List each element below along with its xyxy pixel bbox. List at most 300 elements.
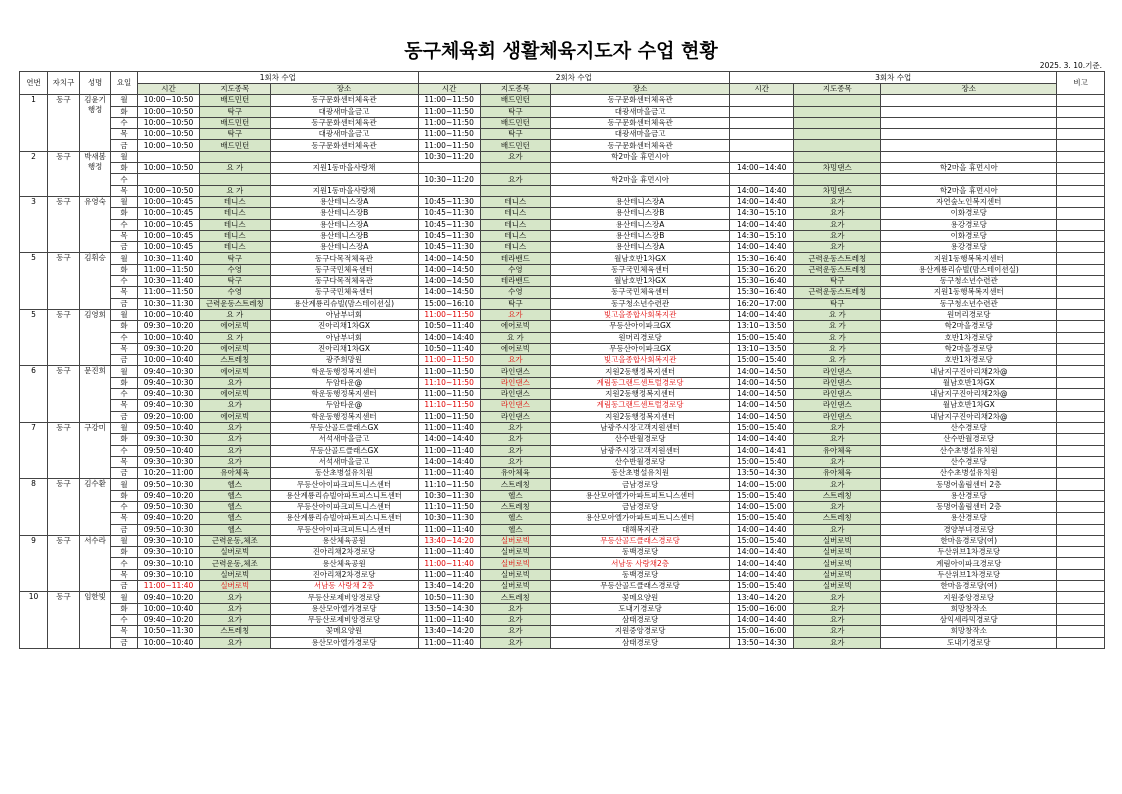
table-row (20, 230, 1105, 241)
day-cell: 화 (111, 106, 138, 117)
class-time: 10:00~10:45 (138, 196, 200, 207)
class-place: 이화경로당 (881, 230, 1057, 241)
class-place: 동구문화센터체육관 (270, 117, 418, 128)
class-time: 11:10~11:50 (418, 400, 480, 411)
class-place: 동구문화센터체육관 (270, 95, 418, 106)
class-time: 10:45~11:30 (418, 230, 480, 241)
table-row (20, 603, 1105, 614)
class-sport: 헬스 (480, 490, 550, 501)
class-sport: 요 가 (480, 332, 550, 343)
class-sport: 실버로빅 (794, 547, 881, 558)
class-sport: 요가 (794, 603, 881, 614)
page-title: 동구체육회 생활체육지도자 수업 현황 (404, 40, 718, 62)
class-place: 지원중앙경로당 (881, 592, 1057, 603)
class-sport (794, 129, 881, 140)
day-cell: 수 (111, 219, 138, 230)
schedule-body (20, 95, 1105, 649)
remarks-cell (1057, 332, 1105, 343)
class-sport: 근력운동,체조 (200, 535, 270, 546)
class-sport: 근력운동스트레칭 (794, 287, 881, 298)
table-row (20, 276, 1105, 287)
remarks-cell (1057, 400, 1105, 411)
day-cell: 수 (111, 174, 138, 185)
class-sport: 유아체육 (200, 468, 270, 479)
day-cell: 수 (111, 332, 138, 343)
class-place: 호반1차경로당 (881, 332, 1057, 343)
class-time: 11:00~11:40 (138, 581, 200, 592)
class-time: 10:00~10:40 (138, 355, 200, 366)
class-sport: 요가 (794, 196, 881, 207)
class-sport: 실버로빅 (480, 569, 550, 580)
day-cell: 목 (111, 569, 138, 580)
class-sport: 에어로빅 (200, 411, 270, 422)
class-time: 14:00~14:50 (418, 253, 480, 264)
class-sport: 유아체육 (480, 468, 550, 479)
class-sport: 실버로빅 (200, 547, 270, 558)
class-time: 13:40~14:20 (730, 592, 794, 603)
class-place: 동백경로당 (551, 569, 730, 580)
class-place: 서남동 사랑채 2층 (270, 581, 418, 592)
table-row (20, 422, 1105, 433)
class-sport: 테라밴드 (480, 276, 550, 287)
class-time: 09:30~10:10 (138, 535, 200, 546)
table-row (20, 163, 1105, 174)
class-time: 09:30~10:20 (138, 343, 200, 354)
class-place: 도내기경로당 (881, 637, 1057, 648)
class-sport: 요 가 (200, 185, 270, 196)
class-place: 한마음경로당(여) (881, 535, 1057, 546)
class-time: 15:00~15:40 (730, 513, 794, 524)
class-place: 무등산아이파크피트니스센터 (270, 501, 418, 512)
class-time: 10:45~11:30 (418, 196, 480, 207)
table-row (20, 445, 1105, 456)
instructor-number: 5 (20, 309, 48, 365)
class-time: 15:30~16:20 (730, 264, 794, 275)
class-place: 산수반월경로당 (551, 434, 730, 445)
class-time: 10:00~10:50 (138, 185, 200, 196)
day-cell: 월 (111, 366, 138, 377)
class-sport: 요가 (794, 422, 881, 433)
table-row (20, 208, 1105, 219)
class-place: 지원2동행정복지센터 (551, 366, 730, 377)
class-place (881, 95, 1057, 106)
class-time: 10:00~10:50 (138, 140, 200, 151)
class-time (730, 117, 794, 128)
class-sport: 테니스 (480, 196, 550, 207)
class-sport: 수영 (480, 287, 550, 298)
class-time: 10:00~10:50 (138, 163, 200, 174)
remarks-cell (1057, 422, 1105, 433)
class-place: 학운동행정복지센터 (270, 366, 418, 377)
class-place: 학2마을경로당 (881, 343, 1057, 354)
class-sport: 헬스 (200, 513, 270, 524)
class-sport: 수영 (200, 264, 270, 275)
instructor-district: 동구 (47, 151, 79, 196)
class-time: 15:00~15:40 (730, 490, 794, 501)
class-time: 09:30~10:10 (138, 547, 200, 558)
class-sport: 배드민턴 (200, 95, 270, 106)
table-row (20, 332, 1105, 343)
class-time: 15:00~15:40 (730, 355, 794, 366)
class-place (881, 140, 1057, 151)
class-time: 10:30~11:40 (138, 253, 200, 264)
class-sport: 요가 (794, 637, 881, 648)
class-place: 동명어울림센터 2층 (881, 479, 1057, 490)
remarks-cell (1057, 581, 1105, 592)
class-sport: 헬스 (480, 524, 550, 535)
day-cell: 화 (111, 377, 138, 388)
class-place: 무등산아이파크피트니스센터 (270, 524, 418, 535)
class-time: 13:40~14:20 (418, 581, 480, 592)
instructor-number: 5 (20, 253, 48, 309)
class-sport: 요가 (480, 174, 550, 185)
day-cell: 금 (111, 637, 138, 648)
class-sport: 헬스 (480, 513, 550, 524)
class-time: 11:00~11:40 (418, 558, 480, 569)
class-time: 09:40~10:20 (138, 592, 200, 603)
class-place: 용산계룡리슈빌(맘스테이션실) (881, 264, 1057, 275)
class-time: 11:00~11:40 (418, 614, 480, 625)
class-place: 진아리채1차GX (270, 343, 418, 354)
class-place: 금남경로당 (551, 479, 730, 490)
class-place: 두산위브1차경로당 (881, 569, 1057, 580)
remarks-cell (1057, 185, 1105, 196)
class-place: 빛고을종합사회복지관 (551, 309, 730, 320)
class-time: 11:00~11:50 (138, 264, 200, 275)
class-sport: 요가 (794, 479, 881, 490)
class-place: 원머리경로당 (881, 309, 1057, 320)
instructor-district: 동구 (47, 479, 79, 535)
class-time: 11:00~11:50 (418, 95, 480, 106)
class-sport: 요가 (200, 637, 270, 648)
class-sport: 요 가 (200, 309, 270, 320)
class-time: 15:30~16:40 (730, 253, 794, 264)
header-place-3: 장소 (881, 84, 1057, 95)
table-row (20, 174, 1105, 185)
class-sport: 요가 (480, 637, 550, 648)
class-sport (794, 140, 881, 151)
remarks-cell (1057, 626, 1105, 637)
instructor-number: 8 (20, 479, 48, 535)
day-cell: 수 (111, 558, 138, 569)
class-sport: 라인댄스 (480, 389, 550, 400)
class-sport: 테니스 (480, 242, 550, 253)
class-sport: 배드민턴 (200, 117, 270, 128)
remarks-cell (1057, 614, 1105, 625)
day-cell: 월 (111, 253, 138, 264)
class-place: 무등산로제비앙경로당 (270, 592, 418, 603)
remarks-cell (1057, 490, 1105, 501)
class-place: 용산체육공원 (270, 535, 418, 546)
class-place: 용산테니스장B (551, 230, 730, 241)
table-row (20, 558, 1105, 569)
remarks-cell (1057, 366, 1105, 377)
class-place: 학2마을 휴먼시아 (551, 151, 730, 162)
instructor-district: 동구 (47, 309, 79, 365)
remarks-cell (1057, 434, 1105, 445)
day-cell: 금 (111, 298, 138, 309)
instructor-district: 동구 (47, 592, 79, 648)
class-place: 호반1차경로당 (881, 355, 1057, 366)
class-place: 동구국민체육센터 (270, 264, 418, 275)
class-time: 10:50~11:30 (138, 626, 200, 637)
class-sport: 탁구 (480, 106, 550, 117)
class-time: 09:30~10:30 (138, 456, 200, 467)
class-place: 동구문화센터체육관 (551, 117, 730, 128)
class-time: 10:45~11:30 (418, 219, 480, 230)
class-place: 동구다목적체육관 (270, 253, 418, 264)
class-time: 10:00~10:45 (138, 242, 200, 253)
class-time: 09:30~10:10 (138, 569, 200, 580)
class-place: 대광새마을금고 (551, 129, 730, 140)
class-sport: 요 가 (200, 163, 270, 174)
instructor-number: 2 (20, 151, 48, 196)
class-time: 14:00~14:40 (418, 434, 480, 445)
class-time: 10:00~10:50 (138, 129, 200, 140)
class-place: 용강경로당 (881, 219, 1057, 230)
class-place: 지원1동행복복지센터 (881, 253, 1057, 264)
remarks-cell (1057, 287, 1105, 298)
class-time (138, 151, 200, 162)
class-sport: 요가 (480, 456, 550, 467)
day-cell: 월 (111, 422, 138, 433)
class-sport: 요가 (480, 151, 550, 162)
class-sport: 요가 (480, 434, 550, 445)
class-place: 산수초병설유치원 (881, 445, 1057, 456)
class-time: 11:00~11:50 (418, 389, 480, 400)
class-time: 14:30~15:10 (730, 208, 794, 219)
class-sport: 탁구 (794, 276, 881, 287)
table-row (20, 377, 1105, 388)
class-sport: 탁구 (200, 253, 270, 264)
class-place: 무등산아이파크피트니스센터 (270, 479, 418, 490)
class-place: 희망창작소 (881, 626, 1057, 637)
class-place: 용산모아엘가아파트피트니스센터 (551, 490, 730, 501)
class-sport: 탁구 (480, 129, 550, 140)
class-sport: 수영 (480, 264, 550, 275)
class-place: 지원1동행복복지센터 (881, 287, 1057, 298)
instructor-name: 구강미 (80, 422, 111, 478)
day-cell: 월 (111, 151, 138, 162)
class-time: 10:20~11:00 (138, 468, 200, 479)
class-time: 14:00~14:41 (730, 445, 794, 456)
class-place (881, 117, 1057, 128)
class-sport: 헬스 (200, 490, 270, 501)
class-place: 삼익세라믹경로당 (881, 614, 1057, 625)
class-place: 용산모아엘가경로당 (270, 637, 418, 648)
remarks-cell (1057, 151, 1105, 162)
class-time: 09:50~10:30 (138, 501, 200, 512)
remarks-cell (1057, 501, 1105, 512)
class-time: 14:00~14:50 (730, 389, 794, 400)
class-time (730, 129, 794, 140)
class-sport: 스트레칭 (480, 501, 550, 512)
class-sport: 스트레칭 (480, 592, 550, 603)
class-time: 13:50~14:30 (730, 468, 794, 479)
instructor-number: 3 (20, 196, 48, 252)
class-time: 09:20~10:00 (138, 411, 200, 422)
remarks-cell (1057, 219, 1105, 230)
class-sport: 라인댄스 (794, 389, 881, 400)
remarks-cell (1057, 298, 1105, 309)
header-session-3: 3회차 수업 (730, 72, 1057, 84)
day-cell: 월 (111, 309, 138, 320)
class-sport: 에어로빅 (200, 321, 270, 332)
day-cell: 화 (111, 547, 138, 558)
class-time: 14:00~14:40 (730, 434, 794, 445)
table-row (20, 535, 1105, 546)
class-sport: 요가 (794, 230, 881, 241)
class-place: 자연숲노인복지센터 (881, 196, 1057, 207)
header-place-1: 장소 (270, 84, 418, 95)
table-row (20, 219, 1105, 230)
header-place-2: 장소 (551, 84, 730, 95)
class-time: 10:50~11:30 (418, 592, 480, 603)
day-cell: 화 (111, 490, 138, 501)
class-time: 13:10~13:50 (730, 343, 794, 354)
class-place: 내남지구진아리채2차@ (881, 411, 1057, 422)
remarks-cell (1057, 513, 1105, 524)
day-cell: 월 (111, 479, 138, 490)
class-sport: 에어로빅 (480, 343, 550, 354)
class-sport: 에어로빅 (200, 366, 270, 377)
table-row (20, 581, 1105, 592)
class-time: 10:50~11:40 (418, 343, 480, 354)
class-sport: 요가 (794, 456, 881, 467)
class-time: 10:30~11:30 (418, 490, 480, 501)
class-sport: 테니스 (200, 242, 270, 253)
instructor-name: 김수환 (80, 479, 111, 535)
class-place: 남광주시장고객지원센터 (551, 422, 730, 433)
class-sport: 헬스 (200, 479, 270, 490)
class-time: 14:00~14:50 (730, 377, 794, 388)
class-time: 10:00~10:40 (138, 603, 200, 614)
class-sport: 배드민턴 (480, 140, 550, 151)
table-row (20, 366, 1105, 377)
day-cell: 수 (111, 501, 138, 512)
class-sport: 요가 (480, 603, 550, 614)
day-cell: 금 (111, 355, 138, 366)
class-time: 11:00~11:50 (418, 106, 480, 117)
instructor-number: 10 (20, 592, 48, 648)
class-place: 무등산아이파크GX (551, 321, 730, 332)
class-place: 동구다목적체육관 (270, 276, 418, 287)
remarks-cell (1057, 603, 1105, 614)
class-place: 계림아이파크경로당 (881, 558, 1057, 569)
class-time: 14:00~14:40 (730, 163, 794, 174)
class-time: 11:00~11:50 (418, 309, 480, 320)
day-cell: 월 (111, 95, 138, 106)
class-place: 두산위브1차경로당 (881, 547, 1057, 558)
class-place (881, 129, 1057, 140)
remarks-cell (1057, 95, 1105, 106)
class-time: 14:00~14:40 (730, 569, 794, 580)
day-cell: 수 (111, 276, 138, 287)
class-time: 10:30~11:20 (418, 174, 480, 185)
class-place: 월남호반1차GX (881, 400, 1057, 411)
class-sport: 테라밴드 (480, 253, 550, 264)
class-place: 동산초병설유치원 (551, 468, 730, 479)
class-time (730, 106, 794, 117)
table-row (20, 196, 1105, 207)
remarks-cell (1057, 547, 1105, 558)
remarks-cell (1057, 321, 1105, 332)
header-sport-1: 지도종목 (200, 84, 270, 95)
class-time: 10:00~10:45 (138, 230, 200, 241)
day-cell: 목 (111, 626, 138, 637)
class-sport: 요가 (794, 592, 881, 603)
day-cell: 수 (111, 614, 138, 625)
reference-date: 2025. 3. 10.기준. (1039, 61, 1102, 70)
class-sport: 요 가 (794, 321, 881, 332)
class-place: 학운동행정복지센터 (270, 411, 418, 422)
day-cell: 목 (111, 230, 138, 241)
class-time (730, 151, 794, 162)
class-place: 대광새마을금고 (270, 129, 418, 140)
day-cell: 금 (111, 411, 138, 422)
instructor-district: 동구 (47, 253, 79, 309)
class-place: 월남호반1차GX (551, 253, 730, 264)
class-sport: 요 가 (794, 343, 881, 354)
class-sport: 실버로빅 (200, 581, 270, 592)
class-place: 학2마을 휴먼시아 (551, 174, 730, 185)
instructor-district: 동구 (47, 95, 79, 151)
class-place: 학2마을 휴먼시아 (881, 163, 1057, 174)
class-time: 09:40~10:30 (138, 389, 200, 400)
class-time: 13:10~13:50 (730, 321, 794, 332)
class-sport: 근력운동,체조 (200, 558, 270, 569)
class-place: 동백경로당 (551, 547, 730, 558)
remarks-cell (1057, 445, 1105, 456)
class-place: 지원2동행정복지센터 (551, 411, 730, 422)
class-time: 11:00~11:40 (418, 468, 480, 479)
class-place: 빛고을종합사회복지관 (551, 355, 730, 366)
class-place: 내남지구진아리채2차@ (881, 366, 1057, 377)
class-time: 15:00~16:10 (418, 298, 480, 309)
class-sport (200, 151, 270, 162)
class-sport: 테니스 (200, 219, 270, 230)
class-place: 동구청소년수련관 (881, 276, 1057, 287)
remarks-cell (1057, 377, 1105, 388)
instructor-name: 김윤기 행정 (80, 95, 111, 151)
class-sport (480, 163, 550, 174)
class-time: 11:10~11:50 (418, 377, 480, 388)
class-place: 용산계룡리슈빌아파트피스니트센터 (270, 513, 418, 524)
class-time: 14:00~14:40 (730, 242, 794, 253)
remarks-cell (1057, 163, 1105, 174)
class-time: 11:00~11:50 (418, 355, 480, 366)
class-sport: 요가 (480, 614, 550, 625)
remarks-cell (1057, 637, 1105, 648)
class-time: 11:00~11:40 (418, 445, 480, 456)
class-place: 동구문화센터체육관 (551, 95, 730, 106)
class-sport: 요 가 (200, 332, 270, 343)
class-time: 15:30~16:40 (730, 287, 794, 298)
class-place: 이화경로당 (881, 208, 1057, 219)
class-time: 11:00~11:50 (138, 287, 200, 298)
table-row (20, 117, 1105, 128)
header-sport-3: 지도종목 (794, 84, 881, 95)
remarks-cell (1057, 276, 1105, 287)
class-time: 10:00~10:40 (138, 332, 200, 343)
class-sport: 요가 (794, 626, 881, 637)
class-sport: 에어로빅 (200, 389, 270, 400)
instructor-name: 문진희 (80, 366, 111, 422)
class-place: 두암타운@ (270, 377, 418, 388)
class-sport: 라인댄스 (794, 377, 881, 388)
class-place: 지원2동행정복지센터 (551, 389, 730, 400)
remarks-cell (1057, 196, 1105, 207)
